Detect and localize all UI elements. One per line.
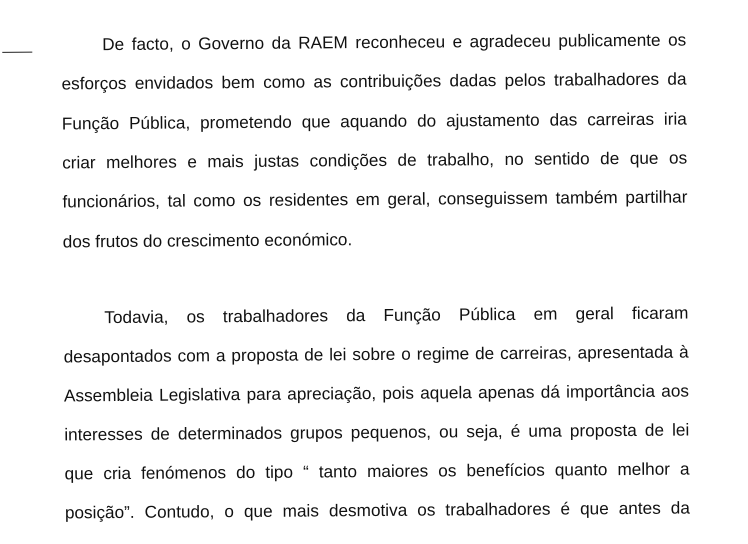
paragraph-1-line-4: criar melhores e mais justas condições de trabalho, no sentido de que os [62, 147, 688, 173]
paragraph-2-line-6: posição”. Contudo, o que mais desmotiva os trabalhadores é que antes da [64, 497, 690, 523]
paragraph-2-line-1: Todavia, os trabalhadores da Função Pública em geral ficaram [104, 302, 689, 328]
margin-mark [2, 52, 32, 53]
paragraph-2-line-2: desapontados com a proposta de lei sobre o regime de carreiras, apresentada à [63, 341, 689, 367]
paragraph-2-line-5: que cria fenómenos do tipo “ tanto maiores os benefícios quanto melhor a [64, 458, 690, 484]
paragraph-1-line-5: funcionários, tal como os residentes em geral, conseguissem também partilhar [62, 186, 688, 212]
paragraph-1-line-1: De facto, o Governo da RAEM reconheceu e agradeceu publicamente os [102, 29, 687, 55]
paragraph-2-line-3: Assembleia Legislativa para apreciação, pois aquela apenas dá importância aos [63, 380, 690, 406]
paragraph-1-line-2: esforços envidados bem como as contribuições dadas pelos trabalhadores da [61, 68, 687, 94]
paragraph-1-line-3: Função Pública, prometendo que aquando do ajustamento das carreiras iria [61, 108, 687, 134]
paragraph-1-line-6: dos frutos do crescimento económico. [62, 229, 353, 252]
paragraph-2-line-4: interesses de determinados grupos pequenos, ou seja, é uma proposta de lei [64, 419, 690, 445]
